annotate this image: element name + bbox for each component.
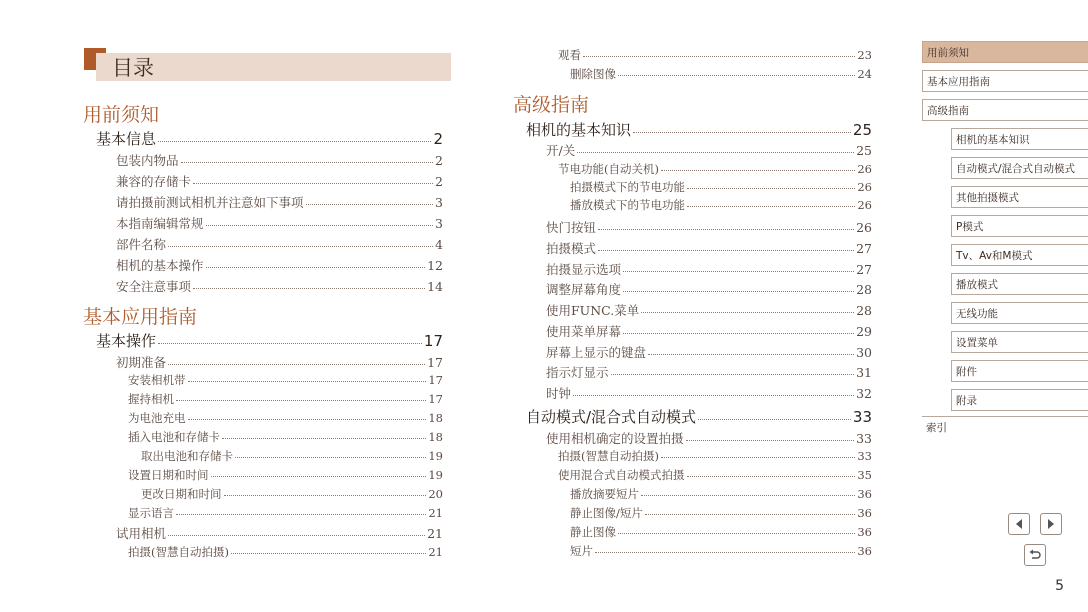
toc-leader (583, 56, 855, 57)
return-button[interactable] (1024, 544, 1046, 566)
toc-page: 2 (433, 130, 443, 148)
toc-leader (641, 312, 854, 313)
toc-label: 基本信息 (96, 130, 157, 148)
toc-leader (641, 495, 855, 496)
toc-leader (206, 225, 434, 226)
toc-label: 插入电池和存储卡 (128, 430, 220, 444)
toc-label: 拍摄显示选项 (546, 262, 622, 277)
page-number: 5 (1055, 578, 1064, 594)
toc-page: 2 (435, 174, 443, 189)
toc-label: 播放模式下的节电功能 (570, 198, 685, 212)
toc-page: 4 (435, 237, 443, 252)
return-arrow-icon (1028, 548, 1042, 562)
toc-page: 17 (423, 332, 443, 350)
toc-label: 拍摄(智慧自动拍摄) (128, 545, 229, 559)
toc-leader (231, 553, 426, 554)
nav-tab-accessories[interactable]: 附件 (951, 360, 1088, 382)
toc-item[interactable] (546, 363, 872, 381)
toc-item[interactable] (116, 193, 443, 211)
toc-leader (687, 476, 856, 477)
toc-label: 初期准备 (116, 355, 167, 370)
nav-tab-p-mode[interactable]: P模式 (951, 215, 1088, 237)
toc-label: 试用相机 (116, 526, 167, 541)
toc-page: 25 (856, 143, 872, 158)
toc-page: 17 (427, 355, 443, 370)
toc-leader (181, 162, 434, 163)
toc-leader (698, 419, 851, 420)
toc-page: 19 (428, 468, 443, 482)
toc-item[interactable] (570, 486, 872, 502)
toc-label: 请拍摄前测试相机并注意如下事项 (116, 195, 304, 210)
toc-item[interactable] (116, 172, 443, 190)
toc-page: 25 (852, 121, 872, 139)
toc-leader (661, 457, 855, 458)
toc-label: 使用菜单屏幕 (546, 324, 622, 339)
toc-item[interactable] (128, 467, 443, 483)
nav-tab-basic-guide[interactable]: 基本应用指南 (922, 70, 1088, 92)
toc-item[interactable] (128, 410, 443, 426)
toc-page: 18 (428, 430, 443, 444)
toc-page: 29 (856, 324, 872, 339)
nav-tab-camera-basics[interactable]: 相机的基本知识 (951, 128, 1088, 150)
toc-page: 3 (435, 216, 443, 231)
toc-page: 26 (857, 180, 872, 194)
toc-leader (577, 152, 854, 153)
toc-item[interactable] (546, 141, 872, 159)
toc-item[interactable] (570, 66, 872, 82)
toc-label: 观看 (558, 48, 581, 62)
toc-item[interactable] (546, 218, 872, 236)
toc-label: 取出电池和存储卡 (141, 449, 233, 463)
nav-tab-auto-mode[interactable]: 自动模式/混合式自动模式 (951, 157, 1088, 179)
toc-leader (168, 364, 425, 365)
toc-page: 36 (857, 487, 872, 501)
toc-page: 24 (857, 67, 872, 81)
toc-leader (235, 457, 426, 458)
toc-leader (573, 395, 854, 396)
toc-page: 14 (427, 279, 443, 294)
toc-label: 显示语言 (128, 506, 174, 520)
nav-tab-setting-menu[interactable]: 设置菜单 (951, 331, 1088, 353)
toc-label: 拍摄模式 (546, 241, 597, 256)
toc-page: 20 (428, 487, 443, 501)
toc-leader (158, 141, 431, 142)
toc-label: 握持相机 (128, 392, 174, 406)
toc-label: 安装相机带 (128, 373, 186, 387)
toc-item[interactable] (141, 448, 443, 464)
toc-leader (687, 206, 855, 207)
toc-item[interactable] (558, 448, 872, 464)
toc-item[interactable] (116, 277, 443, 295)
toc-item[interactable] (558, 47, 872, 63)
toc-leader (623, 291, 854, 292)
toc-label: 自动模式/混合式自动模式 (526, 408, 697, 426)
section-heading-before-use: 用前须知 (83, 104, 160, 126)
toc-label: 为电池充电 (128, 411, 186, 425)
toc-leader (176, 514, 426, 515)
toc-page: 17 (428, 373, 443, 387)
toc-leader (687, 188, 855, 189)
toc-page: 17 (428, 392, 443, 406)
toc-label: 指示灯显示 (546, 365, 609, 380)
toc-label: 部件名称 (116, 237, 167, 252)
toc-label: 快门按钮 (546, 220, 597, 235)
toc-item[interactable] (116, 524, 443, 542)
toc-group-basic-info[interactable] (96, 128, 443, 149)
toc-page: 31 (856, 365, 872, 380)
toc-leader (618, 75, 855, 76)
toc-page: 36 (857, 544, 872, 558)
toc-group-camera-basics[interactable] (526, 119, 872, 140)
toc-leader (224, 495, 427, 496)
toc-page: 35 (857, 468, 872, 482)
toc-leader (193, 288, 425, 289)
toc-page: 21 (427, 526, 443, 541)
toc-page: 33 (856, 431, 872, 446)
toc-item[interactable] (128, 544, 443, 560)
toc-item[interactable] (570, 197, 872, 213)
toc-page: 12 (427, 258, 443, 273)
toc-item[interactable] (546, 322, 872, 340)
toc-leader (188, 419, 427, 420)
toc-label: 播放摘要短片 (570, 487, 639, 501)
toc-page: 26 (856, 220, 872, 235)
toc-leader (645, 514, 855, 515)
toc-item[interactable] (141, 486, 443, 502)
toc-leader (222, 438, 426, 439)
toc-label: 使用相机确定的设置拍摄 (546, 431, 684, 446)
toc-label: 使用混合式自动模式拍摄 (558, 468, 685, 482)
toc-leader (598, 250, 854, 251)
toc-leader (648, 354, 854, 355)
toc-leader (211, 476, 427, 477)
toc-page: 33 (857, 449, 872, 463)
page-title: 目录 (112, 56, 154, 80)
toc-page: 27 (856, 241, 872, 256)
toc-page: 26 (857, 162, 872, 176)
toc-label: 时钟 (546, 386, 572, 401)
toc-label: 更改日期和时间 (141, 487, 222, 501)
toc-item[interactable] (570, 524, 872, 540)
toc-item[interactable] (570, 179, 872, 195)
toc-page: 36 (857, 525, 872, 539)
toc-item[interactable] (546, 301, 872, 319)
toc-item[interactable] (546, 239, 872, 257)
toc-label: 节电功能(自动关机) (558, 162, 659, 176)
toc-page: 28 (856, 303, 872, 318)
toc-label: 安全注意事项 (116, 279, 192, 294)
toc-item[interactable] (570, 543, 872, 559)
toc-leader (188, 381, 427, 382)
nav-tab-index[interactable]: 索引 (922, 416, 1088, 438)
toc-label: 相机的基本知识 (526, 121, 632, 139)
triangle-right-icon (1045, 518, 1057, 530)
toc-label: 调整屏幕角度 (546, 282, 622, 297)
toc-item[interactable] (128, 429, 443, 445)
toc-label: 删除图像 (570, 67, 616, 81)
toc-leader (623, 271, 854, 272)
toc-label: 短片 (570, 544, 593, 558)
toc-page: 36 (857, 506, 872, 520)
toc-label: 静止图像 (570, 525, 616, 539)
toc-page: 21 (428, 545, 443, 559)
toc-page: 27 (856, 262, 872, 277)
toc-item[interactable] (116, 353, 443, 371)
nav-tab-before-use[interactable]: 用前须知 (922, 41, 1088, 63)
toc-item[interactable] (116, 151, 443, 169)
toc-item[interactable] (116, 214, 443, 232)
toc-item[interactable] (128, 372, 443, 388)
toc-label: 开/关 (546, 143, 576, 158)
toc-page: 23 (857, 48, 872, 62)
toc-item[interactable] (546, 384, 872, 402)
toc-item[interactable] (546, 429, 872, 447)
toc-leader (623, 333, 854, 334)
toc-page: 32 (856, 386, 872, 401)
toc-label: 使用FUNC.菜单 (546, 303, 640, 318)
toc-label: 包装内物品 (116, 153, 179, 168)
toc-leader (661, 170, 855, 171)
toc-group-basic-operation[interactable] (96, 330, 443, 351)
toc-leader (306, 204, 434, 205)
toc-page: 19 (428, 449, 443, 463)
toc-leader (168, 535, 425, 536)
toc-leader (611, 374, 855, 375)
toc-label: 拍摄(智慧自动拍摄) (558, 449, 659, 463)
toc-page: 18 (428, 411, 443, 425)
toc-leader (158, 343, 422, 344)
toc-page: 33 (852, 408, 872, 426)
nav-tab-wireless[interactable]: 无线功能 (951, 302, 1088, 324)
nav-tab-playback-mode[interactable]: 播放模式 (951, 273, 1088, 295)
toc-label: 设置日期和时间 (128, 468, 209, 482)
toc-label: 静止图像/短片 (570, 506, 643, 520)
toc-page: 30 (856, 345, 872, 360)
toc-label: 本指南编辑常规 (116, 216, 204, 231)
toc-item[interactable] (558, 467, 872, 483)
toc-leader (633, 132, 851, 133)
next-page-button[interactable] (1040, 513, 1062, 535)
toc-page: 2 (435, 153, 443, 168)
toc-leader (206, 267, 426, 268)
section-heading-advanced-guide: 高级指南 (513, 94, 590, 116)
toc-label: 拍摄模式下的节电功能 (570, 180, 685, 194)
toc-label: 基本操作 (96, 332, 157, 350)
toc-leader (176, 400, 426, 401)
toc-item[interactable] (128, 391, 443, 407)
toc-item[interactable] (558, 161, 872, 177)
previous-page-button[interactable] (1008, 513, 1030, 535)
toc-item[interactable] (546, 260, 872, 278)
section-heading-basic-guide: 基本应用指南 (83, 306, 198, 328)
nav-tab-other-shooting-modes[interactable]: 其他拍摄模式 (951, 186, 1088, 208)
toc-item[interactable] (546, 343, 872, 361)
nav-tab-appendix[interactable]: 附录 (951, 389, 1088, 411)
toc-label: 相机的基本操作 (116, 258, 204, 273)
toc-leader (598, 229, 854, 230)
toc-leader (595, 552, 855, 553)
toc-item[interactable] (128, 505, 443, 521)
toc-item[interactable] (570, 505, 872, 521)
nav-tab-advanced-guide[interactable]: 高级指南 (922, 99, 1088, 121)
toc-leader (193, 183, 433, 184)
toc-page: 21 (428, 506, 443, 520)
toc-item[interactable] (546, 280, 872, 298)
toc-page: 28 (856, 282, 872, 297)
toc-page: 3 (435, 195, 443, 210)
toc-group-auto-mode[interactable] (526, 406, 872, 427)
toc-item[interactable] (116, 235, 443, 253)
toc-leader (686, 440, 855, 441)
toc-leader (618, 533, 855, 534)
toc-page: 26 (857, 198, 872, 212)
toc-label: 屏幕上显示的键盘 (546, 345, 647, 360)
toc-leader (168, 246, 433, 247)
toc-label: 兼容的存储卡 (116, 174, 192, 189)
toc-item[interactable] (116, 256, 443, 274)
triangle-left-icon (1013, 518, 1025, 530)
nav-tab-tv-av-m-mode[interactable]: Tv、Av和M模式 (951, 244, 1088, 266)
